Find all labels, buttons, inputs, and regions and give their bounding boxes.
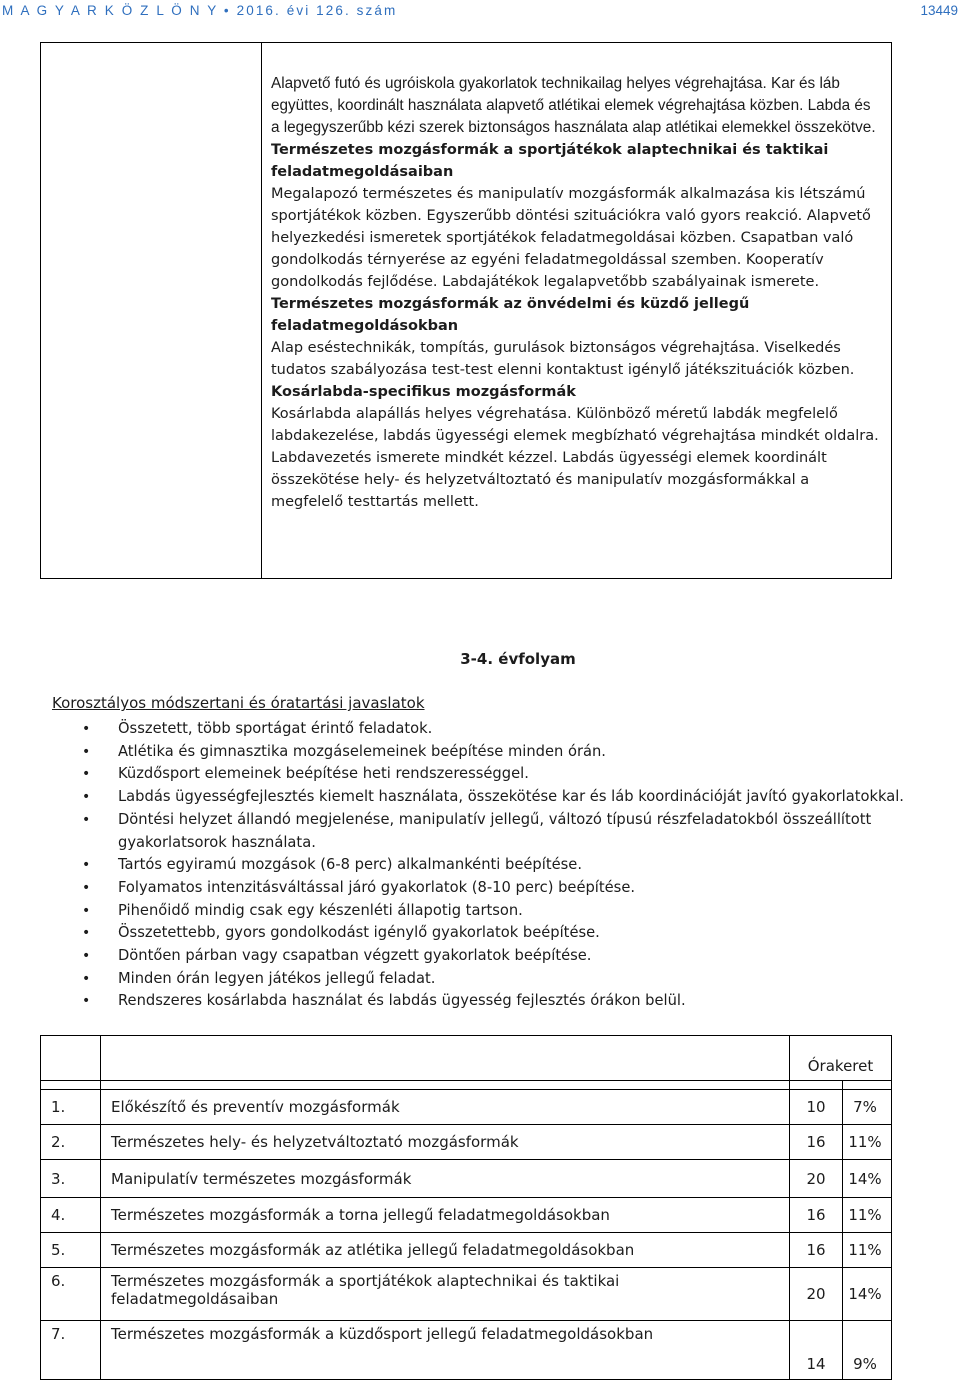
list-item	[52, 945, 912, 968]
row-percent: 11%	[843, 1198, 892, 1233]
list-item	[52, 854, 912, 877]
paragraph-onvedelmi: Alap eséstechnikák, tompítás, gurulások biztonságos végrehajtása. Viselkedés tudatos szabályozása test-test elenni kontaktust igénylő játékszituációk közben.	[271, 340, 855, 378]
grade-heading: 3-4. évfolyam	[460, 650, 576, 668]
list-item-text: Tartós egyiramú mozgások (6-8 perc) alkalmankénti beépítése.	[118, 856, 582, 874]
bullet-icon: •	[82, 948, 91, 965]
row-title: Természetes hely- és helyzetváltoztató mozgásformák	[101, 1125, 790, 1160]
table-spacer-row	[41, 1081, 892, 1090]
row-percent: 14%	[843, 1268, 892, 1321]
table-row	[41, 1090, 892, 1125]
list-item	[52, 741, 912, 764]
heading-kosarlabda: Kosárlabda-specifikus mozgásformák	[271, 384, 576, 400]
hours-table	[40, 1035, 892, 1380]
list-item	[52, 922, 912, 945]
bullet-icon: •	[82, 789, 91, 806]
list-item	[52, 763, 912, 786]
list-item-text: Döntési helyzet állandó megjelenése, manipulatív jellegű, változó típusú részfeladatokból összeállított gyakorlatsorok használata.	[118, 810, 872, 851]
page-header	[0, 0, 960, 26]
list-item-text: Küzdősport elemeinek beépítése heti rendszerességgel.	[118, 765, 529, 783]
row-percent: 14%	[843, 1160, 892, 1198]
row-title: Természetes mozgásformák a küzdősport jellegű feladatmegoldásokban	[101, 1321, 790, 1380]
table-row	[41, 1233, 892, 1268]
page-number: 13449	[920, 3, 958, 18]
bullet-icon: •	[82, 993, 91, 1010]
bullet-icon: •	[82, 721, 91, 737]
row-hours: 16	[790, 1125, 843, 1160]
row-number: 1.	[41, 1090, 101, 1125]
bullet-icon: •	[82, 970, 91, 987]
table-row	[41, 1160, 892, 1198]
row-percent: 9%	[843, 1321, 892, 1380]
paragraph-kosarlabda: Kosárlabda alapállás helyes végrehatása. Különböző méretű labdák megfelelő labdakezelése, labdás ügyességi elemek megbízható végrehajtása mindkét oldalra. Labdavezetés ismerete mindkét kézzel. Labdás ügyességi elemek koordinált összekötése hely- és helyzetváltoztató és manipulatív mozgásformákkal a megfelelő testtartás mellett.	[271, 406, 879, 510]
list-item-text: Atlétika és gimnasztika mozgáselemeinek beépítése minden órán.	[118, 742, 606, 760]
content-cell	[271, 73, 883, 513]
list-item-text: Rendszeres kosárlabda használat és labdás ügyesség fejlesztés órákon belül.	[118, 992, 686, 1010]
row-number: 2.	[41, 1125, 101, 1160]
row-percent: 7%	[843, 1090, 892, 1125]
list-item-text: Minden órán legyen játékos jellegű feladat.	[118, 969, 436, 987]
heading-sportjatekok: Természetes mozgásformák a sportjátékok alaptechnikai és taktikai feladatmegoldásaiban	[271, 142, 829, 180]
bullet-icon: •	[82, 902, 91, 919]
table-row	[41, 1198, 892, 1233]
table-row	[41, 1321, 892, 1380]
row-number: 7.	[41, 1321, 101, 1380]
row-hours: 16	[790, 1198, 843, 1233]
row-hours: 20	[790, 1268, 843, 1321]
row-title: Természetes mozgásformák a sportjátékok alaptechnikai és taktikai feladatmegoldásaiban	[101, 1268, 790, 1321]
row-number: 3.	[41, 1160, 101, 1198]
row-number: 5.	[41, 1233, 101, 1268]
row-hours: 14	[790, 1321, 843, 1380]
list-item	[52, 877, 912, 900]
list-item-text: Folyamatos intenzitásváltással járó gyakorlatok (8-10 perc) beépítése.	[118, 878, 636, 896]
heading-onvedelmi: Természetes mozgásformák az önvédelmi és küzdő jellegű feladatmegoldásokban	[271, 296, 750, 334]
list-item	[52, 809, 912, 854]
spacer-cell	[790, 1081, 843, 1090]
row-title: Előkészítő és preventív mozgásformák	[101, 1090, 790, 1125]
journal-title: M A G Y A R K Ö Z L Ö N Y • 2016. évi 126. szám	[2, 3, 398, 18]
list-item-text: Pihenőidő mindig csak egy készenléti állapotig tartson.	[118, 901, 523, 919]
bullet-icon: •	[82, 766, 91, 783]
list-item-text: Döntően párban vagy csapatban végzett gyakorlatok beépítése.	[118, 947, 592, 965]
table-header-row	[41, 1036, 892, 1081]
bullet-icon: •	[82, 925, 91, 942]
list-item-text: Összetett, több sportágat érintő feladatok.	[118, 720, 433, 737]
recommendations-heading: Korosztályos módszertani és óratartási javaslatok	[52, 694, 425, 712]
spacer-cell	[843, 1081, 892, 1090]
curriculum-table-continuation	[40, 42, 892, 579]
bullet-icon: •	[82, 811, 91, 828]
row-percent: 11%	[843, 1233, 892, 1268]
row-hours: 16	[790, 1233, 843, 1268]
spacer-cell	[101, 1081, 790, 1090]
row-percent: 11%	[843, 1125, 892, 1160]
list-item	[52, 990, 912, 1013]
bullet-icon: •	[82, 857, 91, 874]
bullet-icon: •	[82, 743, 91, 760]
list-item-text: Labdás ügyességfejlesztés kiemelt használata, összekötése kar és láb koordinációját javító gyakorlatokkal.	[118, 788, 904, 806]
row-title: Manipulatív természetes mozgásformák	[101, 1160, 790, 1198]
list-item	[52, 900, 912, 923]
row-number: 6.	[41, 1268, 101, 1321]
list-item-text: Összetettebb, gyors gondolkodást igénylő gyakorlatok beépítése.	[118, 924, 600, 942]
paragraph-sportjatekok: Megalapozó természetes és manipulatív mozgásformák alkalmazása kis létszámú sportjátékok közben. Egyszerűbb döntési szituációkra való gyors reakció. Alapvető helyezkedési ismeretek sportjátékok feladatmegoldásai közben. Csapatban való gondolkodás térnyerése az egyéni feladatmegoldással szemben. Kooperatív gondolkodás fejlődése. Labdajátékok legalapvetőbb szabályainak ismerete.	[271, 186, 871, 290]
table-header-empty	[101, 1036, 790, 1081]
row-hours: 20	[790, 1160, 843, 1198]
recommendations-list	[52, 718, 912, 1013]
spacer-cell	[41, 1081, 101, 1090]
column-divider	[261, 43, 262, 578]
list-item	[52, 786, 912, 809]
table-row	[41, 1125, 892, 1160]
row-title: Természetes mozgásformák az atlétika jellegű feladatmegoldásokban	[101, 1233, 790, 1268]
row-title: Természetes mozgásformák a torna jellegű feladatmegoldásokban	[101, 1198, 790, 1233]
bullet-icon: •	[82, 879, 91, 896]
list-item	[52, 718, 912, 741]
row-number: 4.	[41, 1198, 101, 1233]
list-item	[52, 968, 912, 991]
table-row	[41, 1268, 892, 1321]
row-hours: 10	[790, 1090, 843, 1125]
column-header-hours: Órakeret	[790, 1036, 892, 1081]
table-header-empty	[41, 1036, 101, 1081]
paragraph-atletika: Alapvető futó és ugróiskola gyakorlatok technikailag helyes végrehajtása. Kar és láb együttes, koordinált használata alapvető atlétikai elemek végrehajtása közben. Labda és a legegyszerűbb kézi szerek biztonságos használata alap atlétikai elemekkel összekötve.	[271, 75, 876, 136]
